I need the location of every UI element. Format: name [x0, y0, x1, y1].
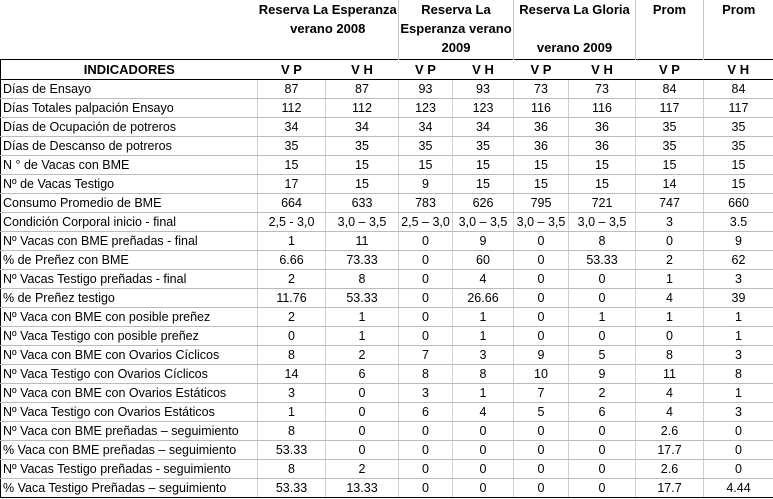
indicator-cell: Nº Vacas con BME preñadas - final	[1, 232, 258, 251]
value-cell: 0	[704, 460, 773, 479]
value-cell: 0	[453, 460, 514, 479]
value-cell: 0	[514, 289, 569, 308]
column-header-vh: V H	[569, 60, 636, 80]
value-cell: 747	[636, 194, 704, 213]
value-cell: 15	[569, 156, 636, 175]
value-cell: 0	[636, 232, 704, 251]
value-cell: 117	[704, 99, 773, 118]
value-cell: 0	[399, 441, 453, 460]
value-cell: 2.6	[636, 422, 704, 441]
value-cell: 15	[326, 156, 399, 175]
value-cell: 4	[453, 270, 514, 289]
value-cell: 15	[636, 156, 704, 175]
table-row	[1, 460, 773, 479]
value-cell: 3,0 – 3,5	[514, 213, 569, 232]
value-cell: 17.7	[636, 479, 704, 498]
value-cell: 6	[569, 403, 636, 422]
value-cell: 73.33	[326, 251, 399, 270]
table-row	[1, 194, 773, 213]
value-cell: 3	[704, 403, 773, 422]
column-header-indicadores: INDICADORES	[1, 60, 258, 80]
value-cell: 73	[514, 80, 569, 99]
table-row	[1, 251, 773, 270]
value-cell: 112	[258, 99, 326, 118]
value-cell: 35	[636, 118, 704, 137]
table-row	[1, 156, 773, 175]
indicator-cell: N ° de Vacas con BME	[1, 156, 258, 175]
value-cell: 116	[514, 99, 569, 118]
value-cell: 1	[569, 308, 636, 327]
value-cell: 9	[453, 232, 514, 251]
value-cell: 0	[514, 270, 569, 289]
value-cell: 93	[399, 80, 453, 99]
group-header-esperanza-2008	[258, 0, 399, 60]
value-cell: 35	[258, 137, 326, 156]
table-row	[1, 441, 773, 460]
value-cell: 1	[258, 232, 326, 251]
value-cell: 2.6	[636, 460, 704, 479]
group-header-spacer	[1, 0, 258, 60]
value-cell: 5	[569, 346, 636, 365]
value-cell: 9	[514, 346, 569, 365]
group-header-line: Reserva La Gloria	[519, 2, 630, 17]
value-cell: 14	[636, 175, 704, 194]
value-cell: 0	[569, 479, 636, 498]
value-cell: 2	[258, 270, 326, 289]
column-header-vh: V H	[453, 60, 514, 80]
indicator-cell: Nº Vaca con BME con Ovarios Cíclicos	[1, 346, 258, 365]
value-cell: 626	[453, 194, 514, 213]
value-cell: 0	[514, 327, 569, 346]
value-cell: 4	[636, 403, 704, 422]
table-row	[1, 365, 773, 384]
value-cell: 1	[636, 308, 704, 327]
value-cell: 3	[453, 346, 514, 365]
value-cell: 34	[453, 118, 514, 137]
column-header-vp: V P	[636, 60, 704, 80]
value-cell: 10	[514, 365, 569, 384]
value-cell: 36	[514, 118, 569, 137]
value-cell: 0	[326, 441, 399, 460]
indicator-cell: Nº Vacas Testigo preñadas - final	[1, 270, 258, 289]
value-cell: 3	[704, 346, 773, 365]
table-row	[1, 175, 773, 194]
value-cell: 5	[514, 403, 569, 422]
value-cell: 3,0 – 3,5	[569, 213, 636, 232]
value-cell: 15	[399, 156, 453, 175]
value-cell: 93	[453, 80, 514, 99]
group-header-line: Reserva La Esperanza	[258, 2, 397, 17]
value-cell: 8	[399, 365, 453, 384]
table-row	[1, 118, 773, 137]
value-cell: 0	[326, 403, 399, 422]
value-cell: 9	[399, 175, 453, 194]
value-cell: 34	[326, 118, 399, 137]
value-cell: 3,0 – 3,5	[453, 213, 514, 232]
value-cell: 35	[326, 137, 399, 156]
value-cell: 84	[636, 80, 704, 99]
value-cell: 35	[704, 118, 773, 137]
value-cell: 17	[258, 175, 326, 194]
value-cell: 15	[514, 156, 569, 175]
value-cell: 11.76	[258, 289, 326, 308]
value-cell: 8	[636, 346, 704, 365]
column-header-vp: V P	[514, 60, 569, 80]
value-cell: 4	[636, 384, 704, 403]
table-row	[1, 308, 773, 327]
group-header-line: Prom	[652, 2, 687, 17]
group-header-line: 2009	[441, 40, 471, 55]
value-cell: 0	[704, 422, 773, 441]
table-row	[1, 384, 773, 403]
indicator-cell: Días de Ensayo	[1, 80, 258, 99]
value-cell: 0	[453, 422, 514, 441]
value-cell: 53.33	[326, 289, 399, 308]
value-cell: 14	[258, 365, 326, 384]
value-cell: 53.33	[258, 479, 326, 498]
value-cell: 2	[326, 346, 399, 365]
indicator-cell: % de Preñez con BME	[1, 251, 258, 270]
table-row	[1, 479, 773, 498]
value-cell: 3	[258, 384, 326, 403]
indicator-cell: Días de Descanso de potreros	[1, 137, 258, 156]
value-cell: 2	[258, 308, 326, 327]
value-cell: 0	[636, 327, 704, 346]
value-cell: 0	[514, 422, 569, 441]
value-cell: 0	[569, 289, 636, 308]
value-cell: 1	[326, 308, 399, 327]
value-cell: 36	[514, 137, 569, 156]
column-header-vp: V P	[258, 60, 326, 80]
value-cell: 26.66	[453, 289, 514, 308]
value-cell: 15	[453, 156, 514, 175]
value-cell: 0	[326, 422, 399, 441]
value-cell: 0	[514, 460, 569, 479]
value-cell: 6.66	[258, 251, 326, 270]
value-cell: 53.33	[569, 251, 636, 270]
value-cell: 35	[636, 137, 704, 156]
value-cell: 8	[258, 460, 326, 479]
table-row	[1, 327, 773, 346]
value-cell: 0	[569, 422, 636, 441]
column-header-vh: V H	[326, 60, 399, 80]
table-row	[1, 346, 773, 365]
value-cell: 15	[326, 175, 399, 194]
value-cell: 3	[636, 213, 704, 232]
group-header-prom-vh	[704, 0, 773, 60]
indicator-cell: % Vaca Testigo Preñadas – seguimiento	[1, 479, 258, 498]
group-header-esperanza-2009	[399, 0, 514, 60]
value-cell: 0	[514, 308, 569, 327]
value-cell: 0	[399, 479, 453, 498]
value-cell: 87	[326, 80, 399, 99]
table-row	[1, 137, 773, 156]
value-cell: 17.7	[636, 441, 704, 460]
value-cell: 35	[453, 137, 514, 156]
value-cell: 0	[326, 384, 399, 403]
value-cell: 660	[704, 194, 773, 213]
column-header-vh: V H	[704, 60, 773, 80]
value-cell: 84	[704, 80, 773, 99]
value-cell: 62	[704, 251, 773, 270]
value-cell: 0	[569, 460, 636, 479]
value-cell: 0	[399, 422, 453, 441]
value-cell: 6	[399, 403, 453, 422]
indicator-cell: Consumo Promedio de BME	[1, 194, 258, 213]
value-cell: 633	[326, 194, 399, 213]
value-cell: 721	[569, 194, 636, 213]
value-cell: 9	[569, 365, 636, 384]
value-cell: 664	[258, 194, 326, 213]
value-cell: 0	[399, 251, 453, 270]
value-cell: 53.33	[258, 441, 326, 460]
value-cell: 4.44	[704, 479, 773, 498]
value-cell: 60	[453, 251, 514, 270]
table-row	[1, 289, 773, 308]
value-cell: 4	[636, 289, 704, 308]
indicator-cell: Condición Corporal inicio - final	[1, 213, 258, 232]
value-cell: 0	[704, 441, 773, 460]
value-cell: 3.5	[704, 213, 773, 232]
column-header-row	[1, 60, 773, 80]
group-header-line: Reserva La	[421, 2, 491, 17]
value-cell: 0	[514, 441, 569, 460]
value-cell: 0	[453, 479, 514, 498]
value-cell: 0	[399, 289, 453, 308]
group-header-line: Esperanza verano	[400, 21, 512, 36]
value-cell: 783	[399, 194, 453, 213]
value-cell: 3,0 – 3,5	[326, 213, 399, 232]
value-cell: 4	[453, 403, 514, 422]
value-cell: 0	[569, 327, 636, 346]
value-cell: 15	[514, 175, 569, 194]
value-cell: 2,5 – 3,0	[399, 213, 453, 232]
group-header-prom-vp	[636, 0, 704, 60]
indicator-cell: % de Preñez testigo	[1, 289, 258, 308]
value-cell: 36	[569, 118, 636, 137]
indicator-cell: Nº Vaca con BME preñadas – seguimiento	[1, 422, 258, 441]
value-cell: 15	[704, 175, 773, 194]
value-cell: 15	[258, 156, 326, 175]
value-cell: 6	[326, 365, 399, 384]
value-cell: 0	[514, 251, 569, 270]
indicator-cell: Nº Vaca con BME con Ovarios Estáticos	[1, 384, 258, 403]
value-cell: 0	[399, 232, 453, 251]
column-header-vp: V P	[399, 60, 453, 80]
value-cell: 0	[569, 270, 636, 289]
value-cell: 0	[453, 441, 514, 460]
indicator-cell: Nº Vaca Testigo con posible preñez	[1, 327, 258, 346]
value-cell: 9	[704, 232, 773, 251]
value-cell: 2,5 - 3,0	[258, 213, 326, 232]
value-cell: 0	[399, 308, 453, 327]
value-cell: 1	[704, 327, 773, 346]
table-body	[1, 80, 773, 498]
value-cell: 1	[326, 327, 399, 346]
value-cell: 8	[326, 270, 399, 289]
value-cell: 0	[569, 441, 636, 460]
value-cell: 15	[704, 156, 773, 175]
value-cell: 87	[258, 80, 326, 99]
value-cell: 73	[569, 80, 636, 99]
value-cell: 123	[399, 99, 453, 118]
indicator-cell: Nº Vaca Testigo con Ovarios Estáticos	[1, 403, 258, 422]
value-cell: 0	[258, 327, 326, 346]
value-cell: 1	[453, 327, 514, 346]
group-header-line: verano 2009	[536, 40, 613, 55]
table-row	[1, 232, 773, 251]
value-cell: 1	[258, 403, 326, 422]
indicator-cell: Nº Vaca Testigo con Ovarios Cíclicos	[1, 365, 258, 384]
value-cell: 15	[569, 175, 636, 194]
value-cell: 1	[453, 308, 514, 327]
value-cell: 117	[636, 99, 704, 118]
table-row	[1, 80, 773, 99]
value-cell: 13.33	[326, 479, 399, 498]
table-row	[1, 270, 773, 289]
value-cell: 3	[704, 270, 773, 289]
group-header-line: verano 2008	[290, 21, 366, 36]
value-cell: 35	[704, 137, 773, 156]
value-cell: 7	[399, 346, 453, 365]
value-cell: 8	[258, 422, 326, 441]
group-header-line: Prom	[722, 2, 756, 17]
value-cell: 11	[636, 365, 704, 384]
value-cell: 2	[326, 460, 399, 479]
value-cell: 1	[636, 270, 704, 289]
value-cell: 0	[399, 327, 453, 346]
indicator-cell: Días Totales palpación Ensayo	[1, 99, 258, 118]
indicator-cell: Días de Ocupación de potreros	[1, 118, 258, 137]
value-cell: 8	[258, 346, 326, 365]
value-cell: 8	[453, 365, 514, 384]
value-cell: 2	[569, 384, 636, 403]
indicator-cell: Nº Vaca con BME con posible preñez	[1, 308, 258, 327]
value-cell: 11	[326, 232, 399, 251]
value-cell: 123	[453, 99, 514, 118]
value-cell: 1	[453, 384, 514, 403]
value-cell: 34	[399, 118, 453, 137]
value-cell: 8	[569, 232, 636, 251]
value-cell: 3	[399, 384, 453, 403]
value-cell: 35	[399, 137, 453, 156]
value-cell: 795	[514, 194, 569, 213]
group-header-gloria-2009	[514, 0, 636, 60]
indicator-cell: Nº Vacas Testigo preñadas - seguimiento	[1, 460, 258, 479]
value-cell: 0	[399, 460, 453, 479]
table-row	[1, 213, 773, 232]
value-cell: 8	[704, 365, 773, 384]
value-cell: 116	[569, 99, 636, 118]
value-cell: 0	[514, 232, 569, 251]
value-cell: 34	[258, 118, 326, 137]
value-cell: 0	[514, 479, 569, 498]
value-cell: 0	[399, 270, 453, 289]
value-cell: 7	[514, 384, 569, 403]
value-cell: 2	[636, 251, 704, 270]
value-cell: 15	[453, 175, 514, 194]
value-cell: 36	[569, 137, 636, 156]
value-cell: 1	[704, 384, 773, 403]
value-cell: 1	[704, 308, 773, 327]
table-row	[1, 99, 773, 118]
group-header-row	[1, 0, 773, 60]
value-cell: 39	[704, 289, 773, 308]
indicator-cell: Nº de Vacas Testigo	[1, 175, 258, 194]
indicator-cell: % Vaca con BME preñadas – seguimiento	[1, 441, 258, 460]
value-cell: 112	[326, 99, 399, 118]
table-row	[1, 422, 773, 441]
table-row	[1, 403, 773, 422]
